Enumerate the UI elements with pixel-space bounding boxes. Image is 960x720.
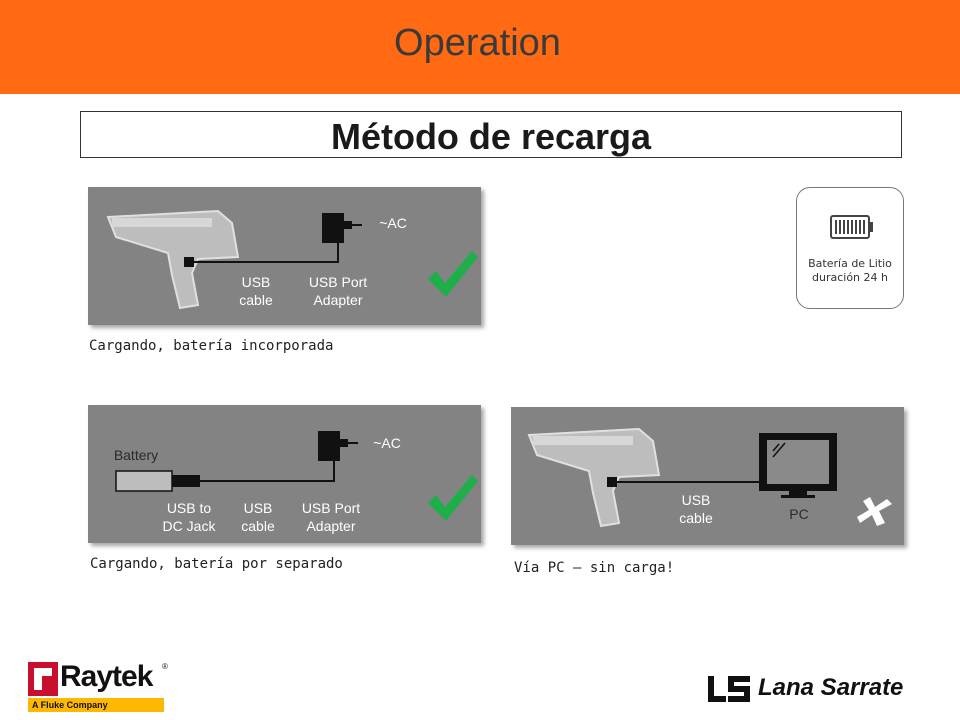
section-title-box bbox=[80, 111, 902, 158]
usb-to-dc-jack-label: USB to DC Jack bbox=[162, 500, 216, 534]
caption-separate: Cargando, batería por separado bbox=[90, 556, 343, 572]
check-icon bbox=[428, 251, 478, 297]
thermometer-gun-icon bbox=[529, 429, 659, 526]
raytek-logo bbox=[28, 660, 168, 712]
battery-info-text bbox=[797, 257, 903, 285]
ac-label: ~AC bbox=[373, 435, 401, 451]
battery-duration-label: duración 24 h bbox=[812, 271, 888, 284]
panel-via-pc bbox=[511, 407, 904, 545]
pc-label: PC bbox=[789, 506, 809, 522]
usb-port-adapter-label: USB Port Adapter bbox=[301, 500, 361, 534]
cross-icon bbox=[857, 497, 892, 526]
lana-sarrate-wordmark: Lana Sarrate bbox=[758, 674, 904, 701]
ac-label: ~AC bbox=[379, 215, 407, 231]
battery-info-badge bbox=[796, 187, 904, 309]
raytek-wordmark: Raytek bbox=[60, 660, 153, 693]
usb-port-adapter-label: USB Port Adapter bbox=[308, 274, 368, 308]
battery-pack-icon bbox=[116, 471, 200, 491]
pc-monitor-icon bbox=[759, 433, 837, 498]
battery-label: Battery bbox=[113, 447, 159, 463]
caption-via-pc: Vía PC – sin carga! bbox=[514, 560, 675, 576]
lana-sarrate-mark-icon bbox=[706, 674, 752, 704]
panel-charging-separate bbox=[88, 405, 481, 543]
check-icon bbox=[428, 475, 478, 521]
usb-cable-label: USB cable bbox=[241, 500, 275, 534]
usb-cable-label: USB cable bbox=[239, 274, 273, 308]
battery-icon bbox=[797, 188, 905, 258]
raytek-tagline: A Fluke Company bbox=[28, 698, 164, 712]
page-title: Operation bbox=[394, 22, 561, 64]
caption-built-in: Cargando, batería incorporada bbox=[89, 338, 334, 354]
cable-line bbox=[200, 453, 334, 481]
section-title: Método de recarga bbox=[330, 116, 652, 157]
thermometer-gun-icon bbox=[108, 211, 238, 308]
header-bar bbox=[0, 0, 960, 94]
battery-type-label: Batería de Litio bbox=[808, 257, 892, 270]
usb-cable-label: USB cable bbox=[679, 492, 713, 526]
ac-adapter-icon bbox=[322, 213, 362, 243]
ac-adapter-icon bbox=[318, 431, 358, 461]
panel-charging-built-in bbox=[88, 187, 481, 325]
raytek-mark-icon bbox=[28, 662, 58, 696]
usb-connector-icon bbox=[184, 257, 194, 267]
lana-sarrate-logo bbox=[706, 672, 940, 706]
raytek-registered-mark: ® bbox=[162, 662, 168, 671]
usb-connector-icon bbox=[607, 477, 617, 487]
